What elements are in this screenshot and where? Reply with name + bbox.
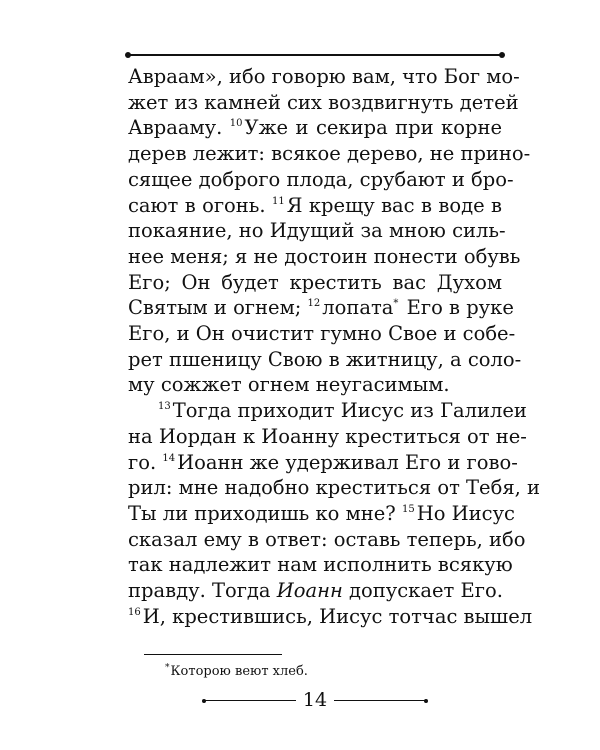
verse-number: 14 — [162, 452, 176, 464]
text-line: го. $^{14}$ Иоанн же удерживал Его и гово- — [128, 450, 518, 474]
verse-number: 16 — [128, 606, 141, 618]
text-line: $^{16}$ И, крестившись, Иисус тотчас вышел — [128, 604, 533, 628]
text-line: му сожжет огнем неугасимым. — [128, 373, 450, 397]
text-line: Аврааму. $^{10}$ Уже и секира при корне — [128, 116, 502, 140]
text-line: сказал ему в ответ: оставь теперь, ибо — [128, 527, 526, 551]
footnote-mark: * — [165, 663, 170, 673]
text-line: дерев лежит: всякое дерево, не прино- — [128, 142, 531, 166]
text-line: на Иордан к Иоанну креститься от не- — [128, 424, 527, 448]
text-line: нее меня; я не достоин понести обувь — [128, 244, 521, 268]
text-line: Святым и огнем; $^{12}$ лопата* Его в руке — [128, 296, 514, 320]
text-line: сящее доброго плода, срубают и бро- — [128, 167, 514, 191]
rule-end-dot — [424, 699, 428, 703]
text-line: жет из камней сих воздвигнуть детей — [128, 90, 519, 114]
verse-number: 12 — [307, 298, 321, 310]
text-line: покаяние, но Идущий за мною силь- — [128, 219, 506, 243]
footnote — [165, 664, 308, 680]
text-line: правду. Тогда Иоанн допускает Его. — [128, 579, 503, 603]
text-line: $^{13}$ Тогда приходит Иисус из Галилеи — [158, 399, 527, 423]
footnote-marker: * — [393, 298, 399, 310]
verse-number: 11 — [272, 195, 285, 207]
verse-number: 13 — [158, 401, 171, 413]
italic-word: Иоанн — [276, 579, 343, 603]
page-number-rule-left — [204, 700, 296, 701]
verse-number: 15 — [401, 503, 415, 515]
footnote-text: Которою веют хлеб. — [170, 664, 308, 679]
top-rule — [128, 54, 502, 56]
text-line: Ты ли приходишь ко мне? $^{15}$ Но Иисус — [128, 501, 515, 525]
body-text — [128, 64, 541, 629]
rule-end-dot — [499, 52, 505, 58]
rule-end-dot — [125, 52, 131, 58]
footnote-rule — [144, 654, 282, 655]
text-line: так надлежит нам исполнить всякую — [128, 553, 513, 577]
page-number-rule-right — [334, 700, 426, 701]
verse-number: 10 — [229, 118, 243, 130]
text-line: сают в огонь. $^{11}$ Я крещу вас в воде в — [128, 193, 503, 217]
text-line: Его, и Он очистит гумно Свое и собе- — [128, 322, 516, 346]
text-line: рет пшеницу Свою в житницу, а соло- — [128, 347, 522, 371]
text-line: рил: мне надобно креститься от Тебя, и — [128, 476, 541, 500]
page-number: 14 — [302, 689, 328, 711]
rule-end-dot — [202, 699, 206, 703]
text-line: Авраам», ибо говорю вам, что Бог мо- — [128, 65, 520, 88]
text-line: Его; Он будет крестить вас Духом — [128, 270, 502, 294]
